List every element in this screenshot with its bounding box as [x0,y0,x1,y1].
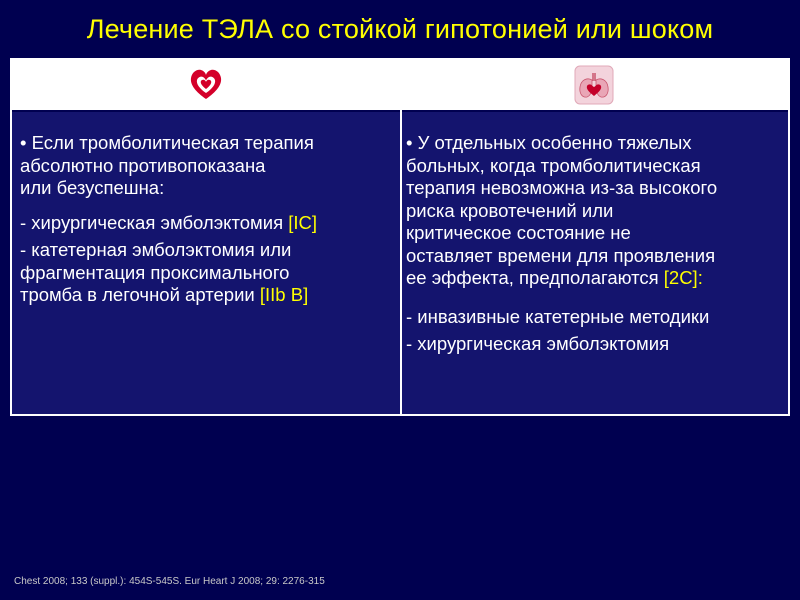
left-item-2-line-2: фрагментация проксимального [20,261,290,283]
left-header-cell [12,60,400,110]
left-item-1-text: - хирургическая эмболэктомия [20,211,289,233]
right-line-7: ее эффекта, предполагаются [406,267,664,288]
left-bullet-line-3: или безуспешна: [20,177,165,198]
right-bullet-text [406,132,784,290]
comparison-table [10,58,790,416]
slide-title: Лечение ТЭЛА со стойкой гипотонией или шоком [86,14,714,44]
lungs-heart-logo-icon [574,65,614,105]
left-column [20,112,392,307]
left-item-2-line-3: тромба в легочной артерии [20,284,260,305]
evidence-level-badge: [2C] [663,267,698,288]
evidence-level-badge: [IC] [288,211,318,233]
column-divider [400,110,402,416]
right-line-1: • У отдельных особенно тяжелых [406,132,692,153]
icon-header-row [12,60,788,112]
left-bullet-line-2: абсолютно противопоказана [20,154,266,176]
right-header-cell [400,60,788,110]
left-item-2 [20,239,392,307]
left-bullet-text [20,132,392,200]
right-item-2: - хирургическая эмболэктомия [406,333,670,354]
left-item-1 [20,212,392,235]
right-line-6: оставляет времени для проявления [406,244,716,266]
evidence-level-badge: [IIb B] [259,284,309,305]
references-footer: Chest 2008; 133 (suppl.): 454S-545S. Eur Heart J 2008; 29: 2276-315 [14,576,325,587]
right-line-7-tail: : [697,267,703,288]
right-line-2: больных, когда тромболитическая [406,154,701,176]
right-line-3: терапия невозможна из-за высокого [406,177,718,198]
right-line-4: риска кровотечений или [406,199,614,221]
left-bullet-line-1: • Если тромболитическая терапия [20,132,314,153]
right-item-1: - инвазивные катетерные методики [406,305,710,327]
right-line-5: критическое состояние не [406,222,631,243]
left-item-2-line-1: - катетерная эмболэктомия или [20,239,292,260]
heart-logo-icon [188,67,224,103]
right-column [406,112,784,356]
